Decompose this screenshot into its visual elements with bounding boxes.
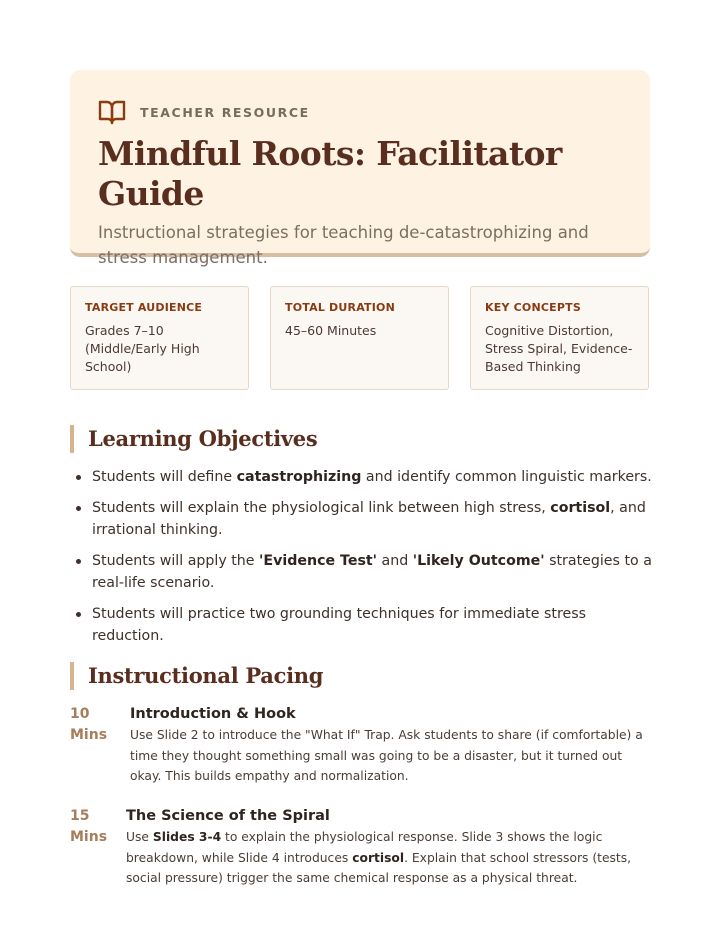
pacing-body [130,704,650,787]
pacing-description: Use Slide 2 to introduce the "What If" Trap. Ask students to share (if comfortable) a time they thought something small was going to be a disaster, but it turned out okay. This builds empathy and normalization. [130,728,643,783]
card-label: TARGET AUDIENCE [85,301,203,314]
list-item: Students will explain the physiological link between high stress, cortisol, and irrational thinking. [74,497,654,541]
list-item: Students will define catastrophizing and identify common linguistic markers. [74,466,654,488]
section-heading-objectives: Learning Objectives [70,425,650,453]
book-open-icon [98,99,126,125]
page-subtitle: Instructional strategies for teaching de-catastrophizing and stress management. [98,223,589,267]
pacing-body [126,806,650,889]
objectives-list [74,466,654,656]
pacing-item [70,806,650,891]
eyebrow-label: TEACHER RESOURCE [140,104,310,120]
list-item: Students will practice two grounding techniques for immediate stress reduction. [74,603,654,647]
pacing-title: The Science of the Spiral [126,808,330,824]
card-label: TOTAL DURATION [285,301,396,314]
card-key-concepts [470,286,649,390]
card-target-audience [70,286,249,390]
card-value: 45–60 Minutes [285,323,377,338]
card-label: KEY CONCEPTS [485,301,581,314]
header-banner [70,70,650,267]
pacing-description: Use Slides 3-4 to explain the physiological response. Slide 3 shows the logic breakdown, while Slide 4 introduces cortisol. Explain that school stressors (tests, social pressure) trigger the same chemical response as a physical threat. [126,830,632,885]
card-value: Cognitive Distortion, Stress Spiral, Evidence-Based Thinking [485,323,633,374]
pacing-title: Introduction & Hook [130,706,296,722]
eyebrow [98,98,622,126]
section-heading-pacing: Instructional Pacing [70,662,650,690]
pacing-item [70,704,650,789]
duration-label: 10 Mins [70,706,108,743]
info-cards [70,286,650,390]
card-total-duration [270,286,449,390]
list-item: Students will apply the 'Evidence Test' and 'Likely Outcome' strategies to a real-life scenario. [74,550,654,594]
duration-label: 15 Mins [70,808,108,845]
card-value: Grades 7–10 (Middle/Early High School) [85,323,200,374]
page-title: Mindful Roots: Facilitator Guide [98,134,562,213]
